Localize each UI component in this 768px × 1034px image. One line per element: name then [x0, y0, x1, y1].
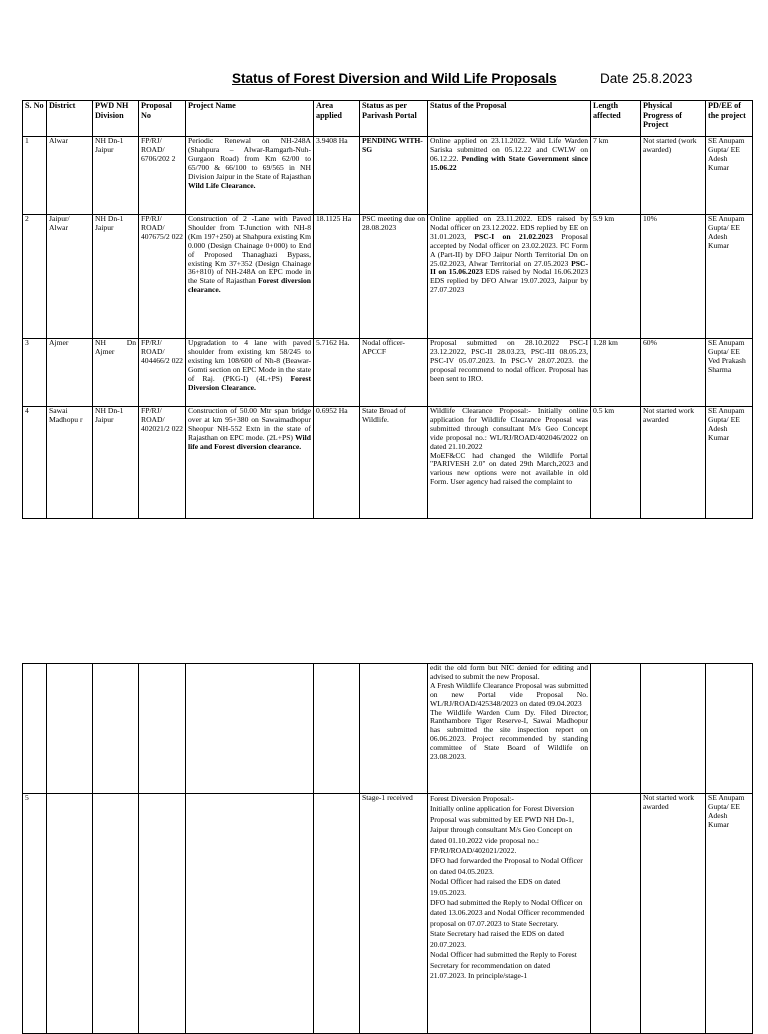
document-date: Date 25.8.2023 [600, 71, 693, 86]
cell-portal-status: State Broad of Wildlife. [360, 407, 428, 519]
cell-pd [706, 664, 753, 794]
proposals-table-continued [22, 663, 753, 1034]
cell-length: 1.28 km [591, 339, 641, 407]
cell-area: 0.6952 Ha [314, 407, 360, 519]
col-header-project-name: Project Name [186, 101, 314, 137]
table-row [23, 137, 753, 215]
cell-status [428, 215, 591, 339]
cell-division: NH Dn-1 Jaipur [93, 137, 139, 215]
cell-pd: SE Anupam Gupta/ EE Adesh Kumar [706, 137, 753, 215]
table-row [23, 664, 753, 794]
col-header-pd: PD/EE of the project [706, 101, 753, 137]
cell-sno: 2 [23, 215, 47, 339]
project-name-text: Upgradation to 4 lane with paved shoulder from existing km 58/245 to existing km 108/600 of Nh-8 (Beawar-Gomti section on EPC Mode in the state of Raj. (PKG-I) (4L+PS) [188, 338, 311, 383]
table-header-row [23, 101, 753, 137]
cell-project-name [186, 407, 314, 519]
col-header-proposal-no: Proposal No [139, 101, 186, 137]
cell-progress [641, 664, 706, 794]
cell-proposal-no [139, 794, 186, 1034]
project-name-bold: Wild Life Clearance. [188, 180, 256, 190]
cell-portal-status [360, 664, 428, 794]
cell-area [314, 794, 360, 1034]
cell-length: 7 km [591, 137, 641, 215]
cell-status [428, 137, 591, 215]
cell-pd: SE Anupam Gupta/ EE Adesh Kumar [706, 794, 753, 1034]
col-header-sno: S. No [23, 101, 47, 137]
cell-sno: 3 [23, 339, 47, 407]
cell-length: 0.5 km [591, 407, 641, 519]
project-name-text: Construction of 2 -Lane with Paved Shoulder from T-Junction with NH-8 (Km 197+250) at Shahpura existing Km 0.000 (Design Chainage 0+000) to End of Proposed Thanaghazi Bypass, existing Km 37+352 (Design Chainage 36+810) of NH-248A on EPC mode in the State of Rajasthan [188, 214, 311, 286]
project-name-bold: Forest diversion clearance. [188, 276, 311, 295]
cell-proposal-no: FP/RJ/ ROAD/ 404466/2 022 [139, 339, 186, 407]
proposals-table [22, 100, 753, 519]
cell-project-name [186, 339, 314, 407]
project-name-text: Periodic Renewal on NH-248A (Shahpura – Alwar-Ramgarh-Nuh-Gurgaon Road) from Km 62/00 to 65/700 & 66/100 to 69/565 in NH Division Jaipur in the State of Rajasthan [188, 136, 311, 181]
status-bold: Pending with State Government since 15.06.22 [430, 153, 588, 172]
cell-pd: SE Anupam Gupta/ EE Adesh Kumar [706, 407, 753, 519]
cell-division: NH Dn Ajmer [93, 339, 139, 407]
cell-area: 18.1125 Ha [314, 215, 360, 339]
cell-area [314, 664, 360, 794]
col-header-division: PWD NH Division [93, 101, 139, 137]
cell-district: Alwar [47, 137, 93, 215]
table-row [23, 794, 753, 1034]
document-header [0, 71, 768, 89]
table-row [23, 215, 753, 339]
cell-proposal-no: FP/RJ/ ROAD/ 6706/202 2 [139, 137, 186, 215]
col-header-portal-status: Status as per Parivash Portal [360, 101, 428, 137]
cell-sno: 4 [23, 407, 47, 519]
status-text: Proposal accepted by Nodal officer on 23.02.2023. FC Form A (Part-II) by DFO Jaipur North Territorial Dn on 25.02.2023, Alwar Territorial on 27.05.2023 [430, 231, 588, 268]
cell-division [93, 794, 139, 1034]
table-row [23, 339, 753, 407]
cell-district: Jaipur/ Alwar [47, 215, 93, 339]
cell-proposal-no [139, 664, 186, 794]
cell-district: Ajmer [47, 339, 93, 407]
cell-district: Sawai Madhopu r [47, 407, 93, 519]
cell-portal-status: PSC meeting due on 28.08.2023 [360, 215, 428, 339]
cell-district [47, 794, 93, 1034]
project-name-bold: Wild life and Forest diversion clearance. [188, 432, 311, 451]
cell-length [591, 664, 641, 794]
table-row [23, 407, 753, 519]
cell-progress: Not started (work awarded) [641, 137, 706, 215]
cell-proposal-no: FP/RJ/ ROAD/ 407675/2 022 [139, 215, 186, 339]
project-name-bold: Forest Diversion Clearance. [188, 373, 311, 392]
cell-portal-status: Nodal officer-APCCF [360, 339, 428, 407]
status-text: EDS raised by Nodal 16.06.2023 EDS replied by DFO Alwar 19.07.2023, Jaipur by 27.07.2023 [430, 267, 588, 295]
status-bold: PSC-II on 15.06.2023 [430, 258, 588, 277]
cell-status: Forest Diversion Proposal:- Initially online application for Forest Diversion Proposal was submitted by EE PWD NH Dn-1, Jaipur through consultant M/s Geo Concept on dated 01.10.2022 vide proposal no.: FP/RJ/ROAD/402021/2022. DFO had forwarded the Proposal to Nodal Officer on dated 04.05.2023. Nodal Officer had raised the EDS on dated 19.05.2023. DFO had submitted the Reply to Nodal Officer on dated 13.06.2023 and Nodal Officer recommended proposal on 07.07.2023 to State Secretary. State Secretary had raised the EDS on dated 20.07.2023. Nodal Officer had submitted the Reply to Forest Secretary for recommendation on dated 21.07.2023. In principle/stage-1 [428, 794, 591, 1034]
cell-length [591, 794, 641, 1034]
project-name-text: Construction of 50.00 Mtr span bridge over at km 95+380 on Sawaimadhopur Sheopur NH-552 Extn in the state of Rajasthan on EPC mode. (2L+PS) [188, 406, 311, 442]
status-text: Online applied on 23.11.2022. EDS raised by Nodal officer on 23.12.2022. EDS replied by EE on 31.01.2023, [430, 214, 588, 241]
cell-project-name [186, 137, 314, 215]
cell-status: Wildlife Clearance Proposal:- Initially online application for Wildlife Clearance Proposal was submitted through consultant M/s Geo Concept vide proposal no.: WL/RJ/ROAD/402046/2022 on dated 21.10.2022 MoEF&CC had changed the Wildlife Portal "PARIVESH 2.0" on dated 29th March,2023 and various new options were not available in old Form. User agency had raised the complaint to [428, 407, 591, 519]
status-text: Online applied on 23.11.2022. Wild Life Warden Sariska submitted on 05.12.22 and CWLW on 06.12.22. [430, 136, 588, 163]
cell-division: NH Dn-1 Jaipur [93, 407, 139, 519]
cell-length: 5.9 km [591, 215, 641, 339]
cell-progress: Not started work awarded [641, 407, 706, 519]
cell-project-name [186, 664, 314, 794]
cell-portal-status: PENDING WITH-SG [360, 137, 428, 215]
document-title: Status of Forest Diversion and Wild Life Proposals [232, 71, 557, 86]
cell-proposal-no: FP/RJ/ ROAD/ 402021/2 022 [139, 407, 186, 519]
cell-status: Proposal submitted on 28.10.2022 PSC-I 23.12.2022, PSC-II 28.03.23, PSC-III 08.05.23, PSC-IV 05.07.2023. In PSC-V 28.07.2023. the proposal recommend to nodal officer. Proposal has been sent to IRO. [428, 339, 591, 407]
status-bold: PSC-I on 21.02.2023 [474, 231, 554, 241]
cell-progress: Not started work awarded [641, 794, 706, 1034]
cell-status: edit the old form but NIC denied for editing and advised to submit the new Proposal. A Fresh Wildlife Clearance Proposal was submitted on new Portal vide Proposal No. WL/RJ/ROAD/425348/2023 on dated 09.04.2023 The Wildlife Warden Cum Dy. Filed Director, Ranthambore Tiger Reserve-I, Sawai Madhopur has submitted the site inspection report on 06.06.2023. Project recommended by standing committee of State Board of Wildlife on 23.08.2023. [428, 664, 591, 794]
cell-progress: 10% [641, 215, 706, 339]
cell-project-name [186, 215, 314, 339]
cell-pd: SE Anupam Gupta/ EE Ved Prakash Sharma [706, 339, 753, 407]
cell-progress: 60% [641, 339, 706, 407]
cell-division [93, 664, 139, 794]
cell-sno: 5 [23, 794, 47, 1034]
cell-area: 5.7162 Ha. [314, 339, 360, 407]
col-header-progress: Physical Progress of Project [641, 101, 706, 137]
cell-district [47, 664, 93, 794]
col-header-length: Length affected [591, 101, 641, 137]
col-header-district: District [47, 101, 93, 137]
cell-pd: SE Anupam Gupta/ EE Adesh Kumar [706, 215, 753, 339]
col-header-status: Status of the Proposal [428, 101, 591, 137]
col-header-area: Area applied [314, 101, 360, 137]
cell-project-name [186, 794, 314, 1034]
cell-division: NH Dn-1 Jaipur [93, 215, 139, 339]
cell-area: 3.9408 Ha [314, 137, 360, 215]
cell-portal-status: Stage-1 received [360, 794, 428, 1034]
cell-sno: 1 [23, 137, 47, 215]
cell-sno [23, 664, 47, 794]
